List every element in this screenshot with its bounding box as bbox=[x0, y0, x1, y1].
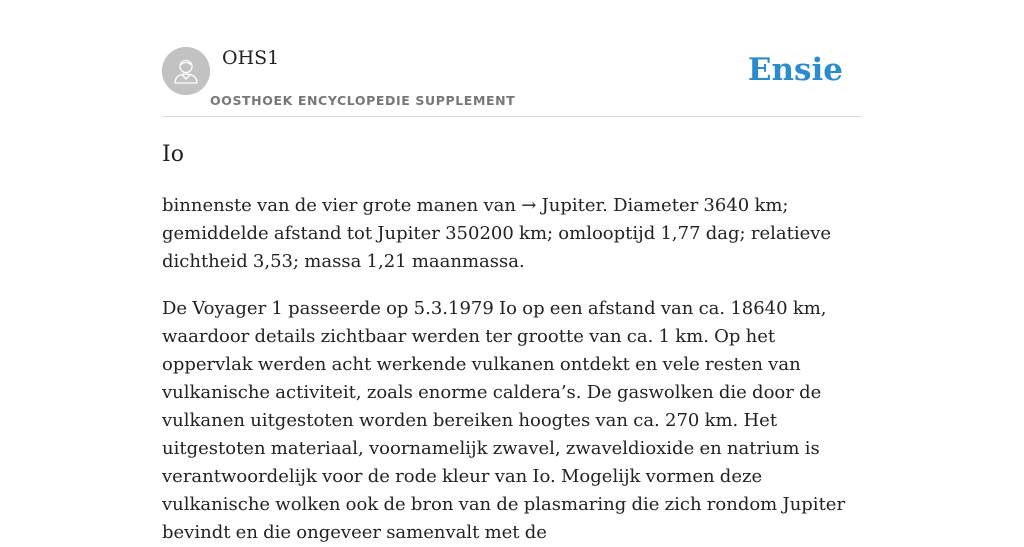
brand-logo[interactable]: Ensie bbox=[747, 52, 843, 88]
article-container bbox=[162, 0, 862, 543]
source-label: OOSTHOEK ENCYCLOPEDIE SUPPLEMENT bbox=[210, 93, 516, 108]
article-paragraph: De Voyager 1 passeerde op 5.3.1979 Io op een afstand van ca. 18640 km, waardoor details zichtbaar werden ter grootte van ca. 1 km. Op het oppervlak werden acht werkende vulkanen ontdekt en vele resten van vulkanische activiteit, zoals enorme caldera’s. De gaswolken die door de vulkanen uitgestoten worden bereiken hoogtes van ca. 270 km. Het uitgestoten materiaal, voornamelijk zwavel, zwaveldioxide en natrium is verantwoordelijk voor de rode kleur van Io. Mogelijk vormen deze vulkanische wolken ook de bron van de plasmaring die zich rondom Jupiter bevindt en die ongeveer samenvalt met de bbox=[162, 298, 846, 543]
article-paragraph: binnenste van de vier grote manen van → Jupiter. Diameter 3640 km; gemiddelde afstand tot Jupiter 350200 km; omlooptijd 1,77 dag; relatieve dichtheid 3,53; massa 1,21 maanmassa. bbox=[162, 195, 832, 272]
user-icon bbox=[162, 47, 210, 95]
author-name[interactable]: OHS1 bbox=[222, 47, 280, 69]
article-header bbox=[162, 0, 862, 117]
avatar[interactable] bbox=[162, 47, 210, 95]
page-title: Io bbox=[162, 142, 184, 167]
